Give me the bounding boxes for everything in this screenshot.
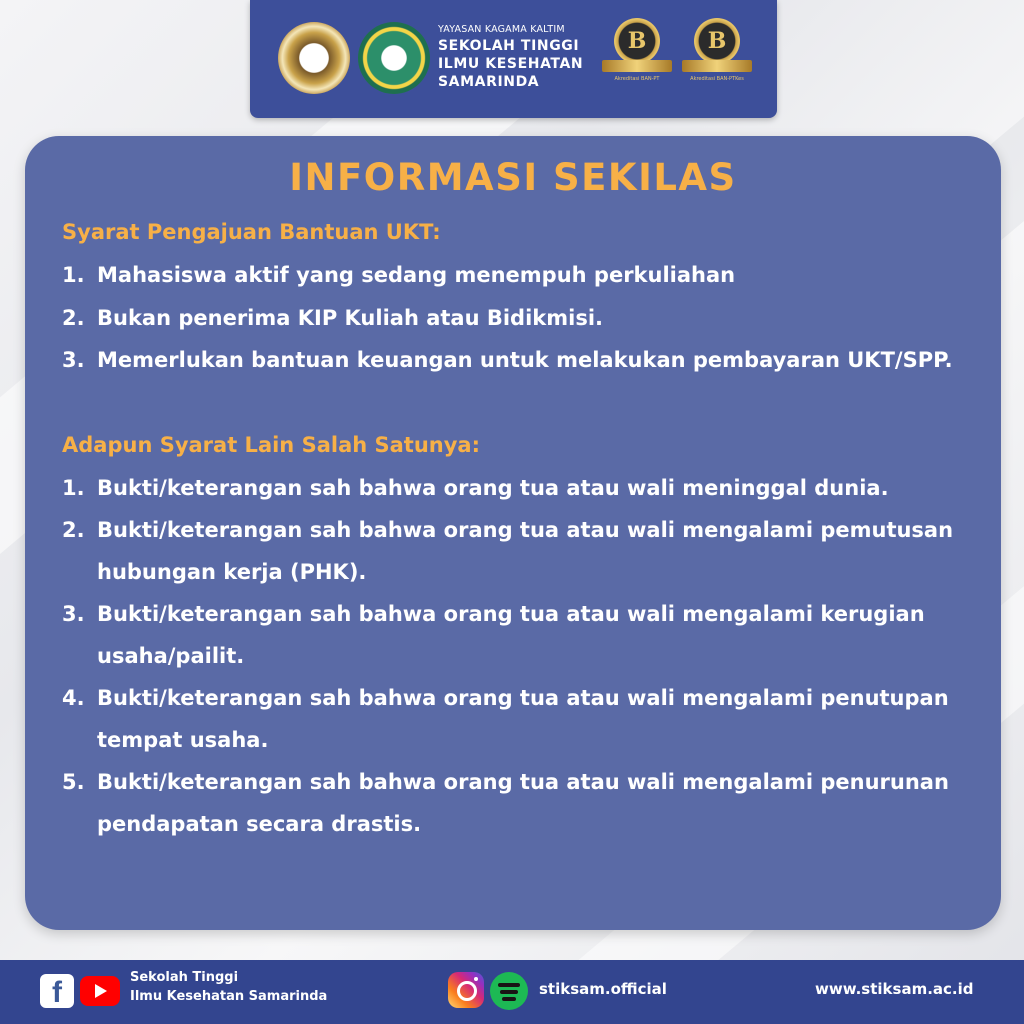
footer-institution-line: Ilmu Kesehatan Samarinda xyxy=(130,989,328,1004)
spotify-wave xyxy=(500,990,518,994)
item-text: Bukan penerima KIP Kuliah atau Bidikmisi. xyxy=(97,306,604,330)
header-title-line: SAMARINDA xyxy=(438,74,540,90)
footer-bar xyxy=(0,960,1024,1024)
social-handle-link[interactable]: stiksam.official xyxy=(539,980,667,998)
youtube-icon[interactable] xyxy=(80,976,120,1006)
list-item xyxy=(62,339,972,381)
item-text: Bukti/keterangan sah bahwa orang tua atau wali mengalami penurunan pendapatan secara drastis. xyxy=(97,770,949,836)
instagram-icon[interactable] xyxy=(448,972,484,1008)
accreditation-badge xyxy=(602,14,672,104)
accreditation-grade: B xyxy=(614,18,660,64)
list-item xyxy=(62,467,972,509)
list-item xyxy=(62,677,972,761)
facebook-icon[interactable]: f xyxy=(40,974,74,1008)
instagram-dot xyxy=(474,977,478,981)
play-icon xyxy=(95,984,107,998)
header-subtitle: YAYASAN KAGAMA KALTIM xyxy=(438,24,565,35)
instagram-lens xyxy=(457,981,477,1001)
header-title-line: SEKOLAH TINGGI xyxy=(438,38,580,54)
website-link[interactable]: www.stiksam.ac.id xyxy=(815,980,974,998)
accreditation-badge xyxy=(682,14,752,104)
list-item xyxy=(62,254,972,296)
info-panel xyxy=(25,136,1001,930)
kagama-logo-icon xyxy=(278,22,350,94)
panel-title: INFORMASI SEKILAS xyxy=(289,156,737,199)
accreditation-grade: B xyxy=(694,18,740,64)
item-number: 1. xyxy=(62,476,85,500)
header-title-line: ILMU KESEHATAN xyxy=(438,56,584,72)
item-number: 3. xyxy=(62,602,85,626)
footer-institution-line: Sekolah Tinggi xyxy=(130,970,239,985)
spotify-icon[interactable] xyxy=(490,972,528,1010)
badge-ribbon xyxy=(682,60,752,72)
list-item xyxy=(62,593,972,677)
item-text: Bukti/keterangan sah bahwa orang tua atau wali mengalami pemutusan hubungan kerja (PHK). xyxy=(97,518,954,584)
section-heading: Syarat Pengajuan Bantuan UKT: xyxy=(62,220,441,244)
item-text: Bukti/keterangan sah bahwa orang tua atau wali mengalami penutupan tempat usaha. xyxy=(97,686,949,752)
item-text: Mahasiswa aktif yang sedang menempuh perkuliahan xyxy=(97,263,736,287)
list-item xyxy=(62,509,972,593)
item-number: 2. xyxy=(62,518,85,542)
header-banner xyxy=(250,0,777,118)
spotify-wave xyxy=(498,983,520,987)
spotify-wave xyxy=(502,997,516,1001)
list-item xyxy=(62,761,972,845)
item-text: Bukti/keterangan sah bahwa orang tua atau wali mengalami kerugian usaha/pailit. xyxy=(97,602,925,668)
item-number: 2. xyxy=(62,306,85,330)
item-text: Bukti/keterangan sah bahwa orang tua atau wali meninggal dunia. xyxy=(97,476,889,500)
item-number: 3. xyxy=(62,348,85,372)
badge-caption: Akreditasi BAN-PTKes xyxy=(690,76,744,82)
item-number: 4. xyxy=(62,686,85,710)
item-text: Memerlukan bantuan keuangan untuk melakukan pembayaran UKT/SPP. xyxy=(97,348,953,372)
item-number: 5. xyxy=(62,770,85,794)
badge-ribbon xyxy=(602,60,672,72)
item-number: 1. xyxy=(62,263,85,287)
section-heading: Adapun Syarat Lain Salah Satunya: xyxy=(62,433,480,457)
badge-caption: Akreditasi BAN-PT xyxy=(614,76,660,82)
list-item xyxy=(62,297,972,339)
stikes-logo-icon xyxy=(358,22,430,94)
